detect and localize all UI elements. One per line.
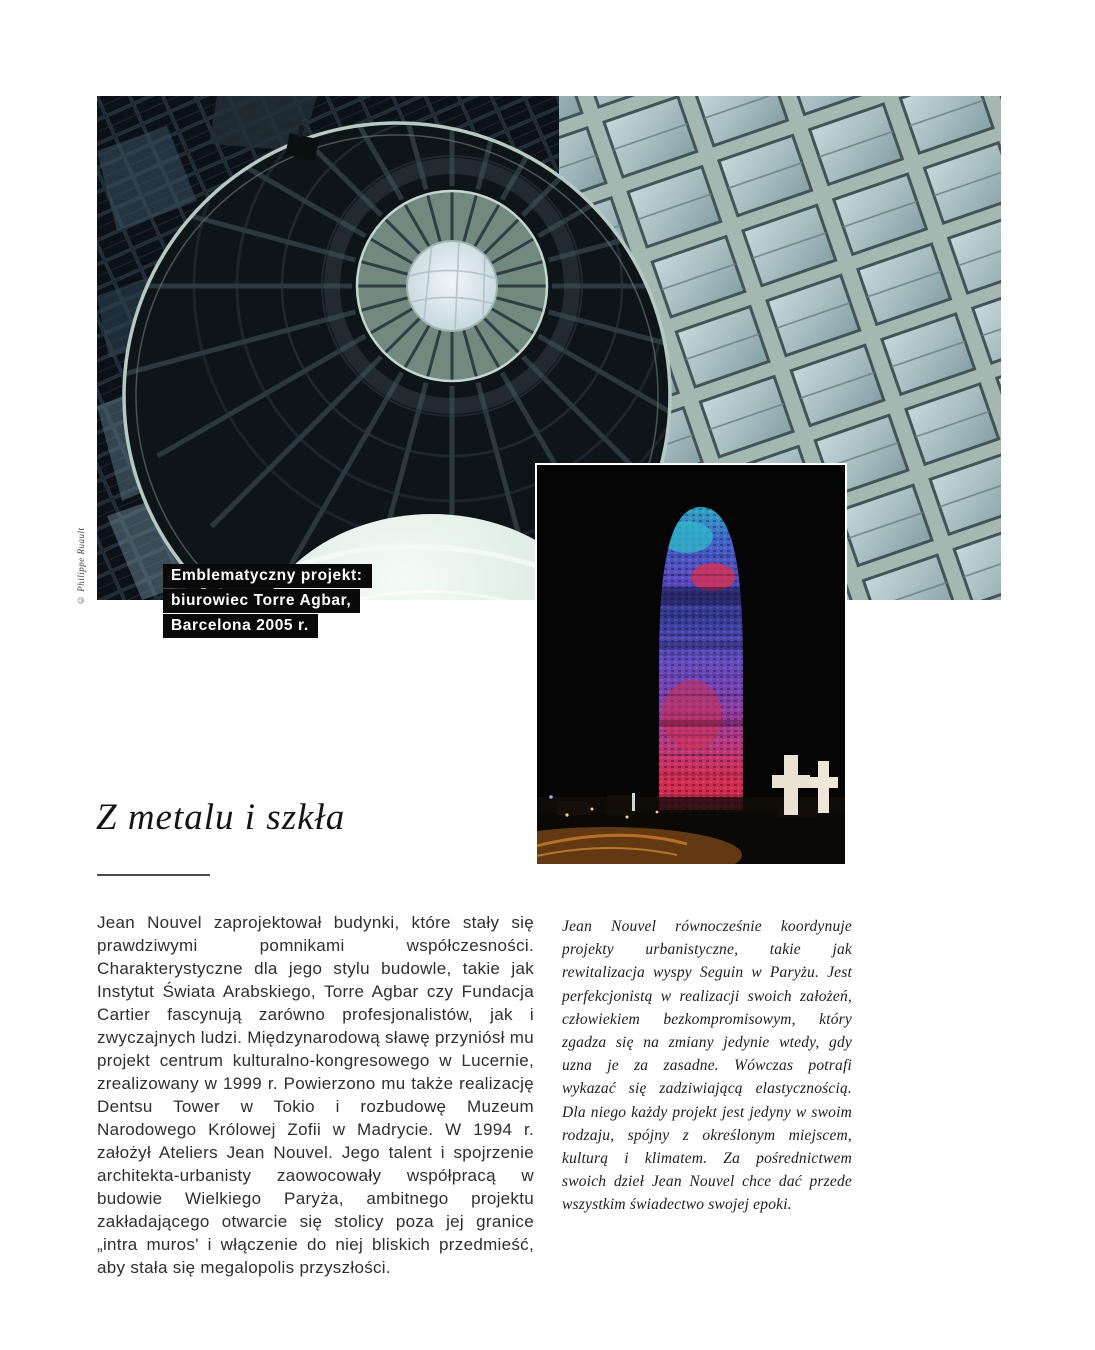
article-column-left: Jean Nouvel zaprojektował budynki, które stały się prawdziwymi pomnikami współczesności. Charakterystyczne dla jego stylu budowle, takie jak Instytut Świata Arabskiego, Torre Agbar czy Fundacja Cartier fascynują zarówno profesjonalistów, jak i zwyczajnych ludzi. Międzynarodową sławę przyniósł mu projekt centrum kulturalno-kongresowego w Lucernie, zrealizowany w 1999 r. Powierzono mu także realizację Dentsu Tower w Tokio i rozbudowę Muzeum Narodowego Królowej Zofii w Madrycie. W 1994 r. założył Ateliers Jean Nouvel. Jego talent i spojrzenie architekta-urbanisty zaowocowały współpracą w budowie Wielkiego Paryża, ambitnego projektu zakładającego otwarcie się stolicy poza jej granice „intra muros' i włączenie do niej bliskich przedmieść, aby stała się megalopolis przyszłości. [97, 913, 534, 1277]
article-title: Z metalu i szkła [96, 797, 346, 838]
photo-caption-line: biurowiec Torre Agbar, [163, 589, 360, 613]
photo-credit: © Philippe Ruault [76, 527, 86, 605]
photo-caption-line: Emblematyczny projekt: [163, 564, 372, 588]
title-rule [97, 874, 210, 876]
photo-caption-line: Barcelona 2005 r. [163, 614, 318, 638]
photo-caption [163, 564, 372, 639]
torre-agbar-photo [535, 463, 847, 866]
article-column-right: Jean Nouvel równocześnie koordynuje projekty urbanistyczne, takie jak rewitalizacja wyspy Seguin w Paryżu. Jest perfekcjonistą w realizacji swoich założeń, człowiekiem bezkompromisowym, który zgadza się na zmiany jedynie wtedy, gdy uzna je za zasadne. Wówczas potrafi wykazać się zadziwiającą elastycznością. Dla niego każdy projekt jest jedyny w swoim rodzaju, spójny z określonym miejscem, kulturą i klimatem. Za pośrednictwem swoich dzieł Jean Nouvel chce dać przede wszystkim świadectwo swojej epoki. [562, 918, 852, 1214]
torre-agbar-illustration [537, 465, 845, 864]
